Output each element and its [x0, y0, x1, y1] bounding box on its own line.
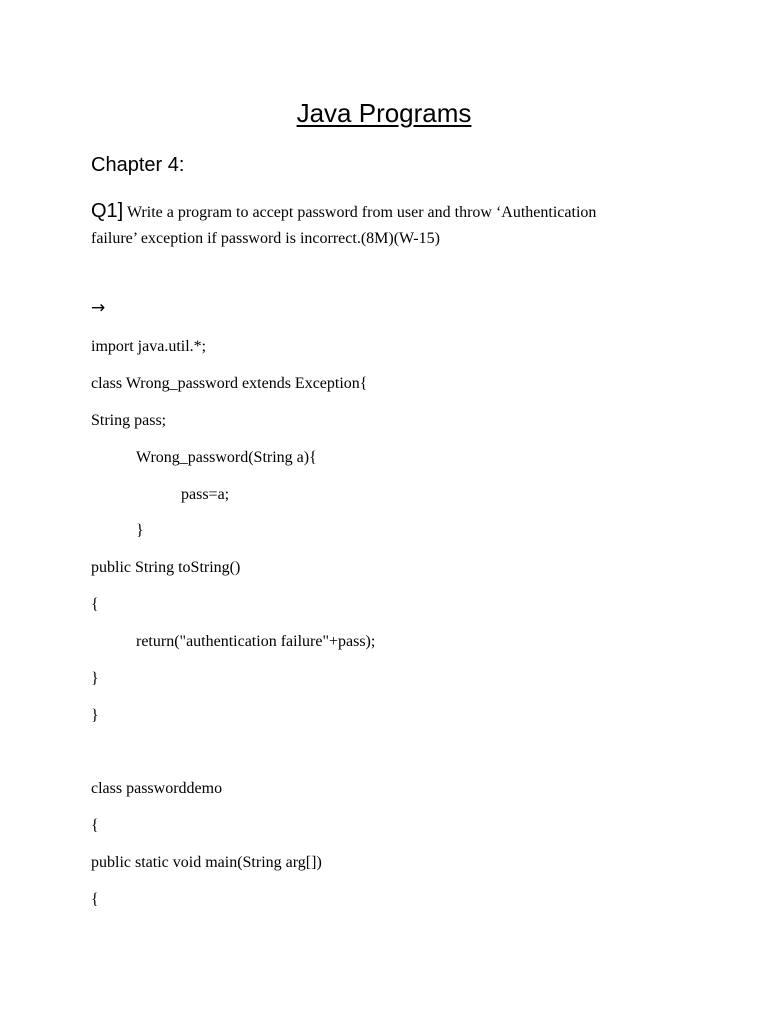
- code-line-close-tostring: }: [91, 670, 99, 687]
- question-text-line-1: Write a program to accept password from user and throw ‘Authentication: [126, 204, 597, 221]
- code-line-open-main: {: [91, 891, 99, 908]
- page-title: Java Programs: [296, 98, 472, 128]
- code-line-open-tostring: {: [91, 596, 99, 613]
- code-line-constructor: Wrong_password(String a){: [136, 449, 317, 466]
- code-line-class-wrong-password: class Wrong_password extends Exception{: [91, 375, 368, 392]
- question-text-line-2: failure’ exception if password is incorrect.(8M)(W-15): [91, 230, 440, 247]
- code-line-assign-pass: pass=a;: [181, 486, 230, 503]
- code-line-main-signature: public static void main(String arg[]): [91, 854, 322, 871]
- code-line-return: return("authentication failure"+pass);: [136, 633, 376, 650]
- code-line-class-passworddemo: class passworddemo: [91, 780, 223, 797]
- code-line-close-class: }: [91, 707, 99, 724]
- code-line-import: import java.util.*;: [91, 338, 207, 355]
- question-block: [91, 198, 681, 252]
- code-line-tostring-signature: public String toString(): [91, 559, 241, 576]
- question-number: Q1]: [91, 200, 124, 222]
- code-line-close-constructor: }: [136, 522, 144, 539]
- code-line-open-class: {: [91, 817, 99, 834]
- code-line-string-pass: String pass;: [91, 412, 167, 429]
- chapter-heading: Chapter 4:: [91, 154, 185, 176]
- arrow-icon: →: [91, 298, 106, 318]
